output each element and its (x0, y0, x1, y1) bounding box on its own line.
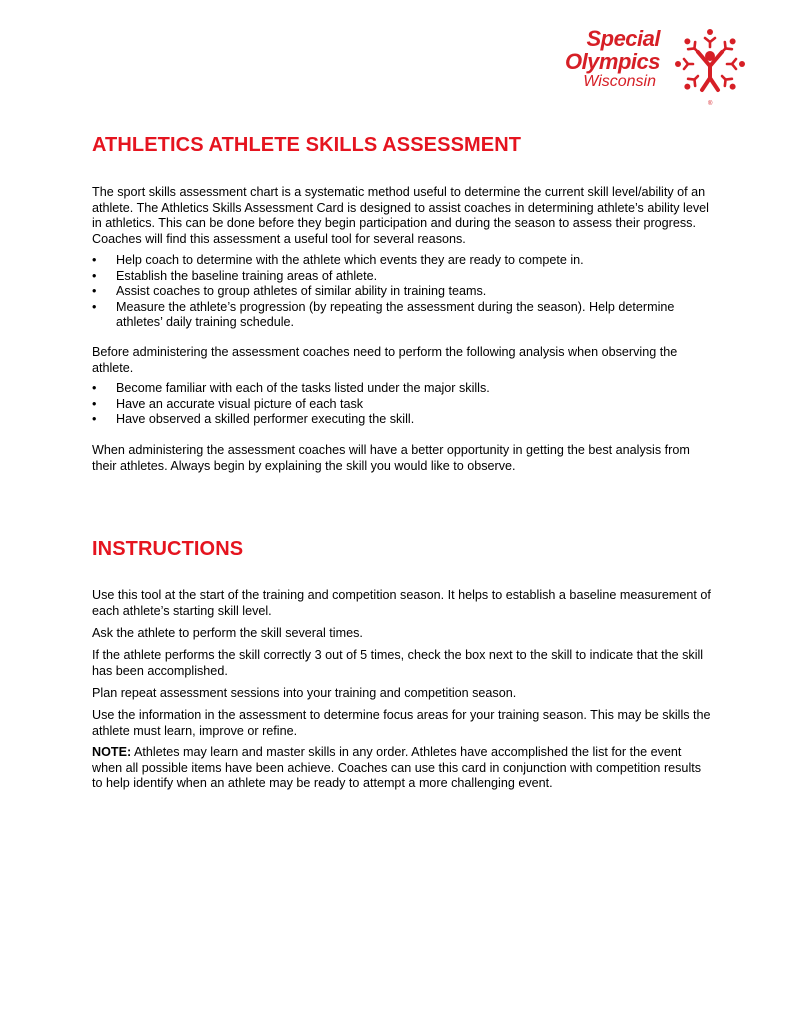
list-item: • Measure the athlete’s progression (by repeating the assessment during the season). Help determine athletes’ daily training schedule. (92, 300, 692, 331)
special-olympics-wisconsin-logo (530, 22, 752, 106)
special-olympics-emblem-icon (668, 22, 752, 106)
instruction-paragraph: Ask the athlete to perform the skill several times. (92, 626, 363, 640)
note-text: Athletes may learn and master skills in any order. Athletes have accomplished the list for the event when all possible items have been achieve. Coaches can use this card in conjunction with competition results to help identify when an athlete may be ready to attempt a more challenging event. (92, 745, 702, 791)
list-item: • Assist coaches to group athletes of similar ability in training teams. (92, 284, 692, 300)
instructions-heading: INSTRUCTIONS (92, 538, 244, 560)
reasons-list (92, 253, 692, 331)
note-label: NOTE: (92, 745, 132, 759)
logo-line-olympics: Olympics (564, 49, 660, 74)
list-item: • Become familiar with each of the tasks listed under the major skills. (92, 381, 692, 397)
before-paragraph: Before administering the assessment coaches need to perform the following analysis when observing the athlete. (92, 345, 678, 375)
instruction-paragraph: Use the information in the assessment to determine focus areas for your training season. This may be skills the athlete must learn, improve or refine. (92, 708, 711, 738)
page-title: ATHLETICS ATHLETE SKILLS ASSESSMENT (92, 134, 522, 156)
instruction-paragraph: If the athlete performs the skill correctly 3 out of 5 times, check the box next to the skill to indicate that the skill has been accomplished. (92, 648, 704, 678)
closing-paragraph: When administering the assessment coaches will have a better opportunity in getting the best analysis from their athletes. Always begin by explaining the skill you would like to observe. (92, 443, 690, 473)
analysis-list (92, 381, 692, 428)
intro-paragraph: The sport skills assessment chart is a systematic method useful to determine the current skill level/ability of an athlete. The Athletics Skills Assessment Card is designed to assist coaches in determining athlete’s ability level in athletics. This can be done before they begin participation and during the season to assess their progress. Coaches will find this assessment a useful tool for several reasons. (92, 185, 709, 246)
list-item: • Have an accurate visual picture of each task (92, 397, 692, 413)
note-paragraph (92, 745, 712, 792)
instruction-paragraph: Use this tool at the start of the training and competition season. It helps to establish a baseline measurement of each athlete’s starting skill level. (92, 588, 711, 618)
logo-line-special: Special (586, 26, 660, 51)
instruction-paragraph: Plan repeat assessment sessions into your training and competition season. (92, 686, 517, 700)
list-item: • Establish the baseline training areas of athlete. (92, 269, 692, 285)
list-item: • Help coach to determine with the athlete which events they are ready to compete in. (92, 253, 692, 269)
registered-mark: ® (708, 101, 713, 106)
logo-wordmark (565, 28, 660, 90)
logo-line-wisconsin: Wisconsin (583, 73, 656, 90)
list-item: • Have observed a skilled performer executing the skill. (92, 412, 692, 428)
